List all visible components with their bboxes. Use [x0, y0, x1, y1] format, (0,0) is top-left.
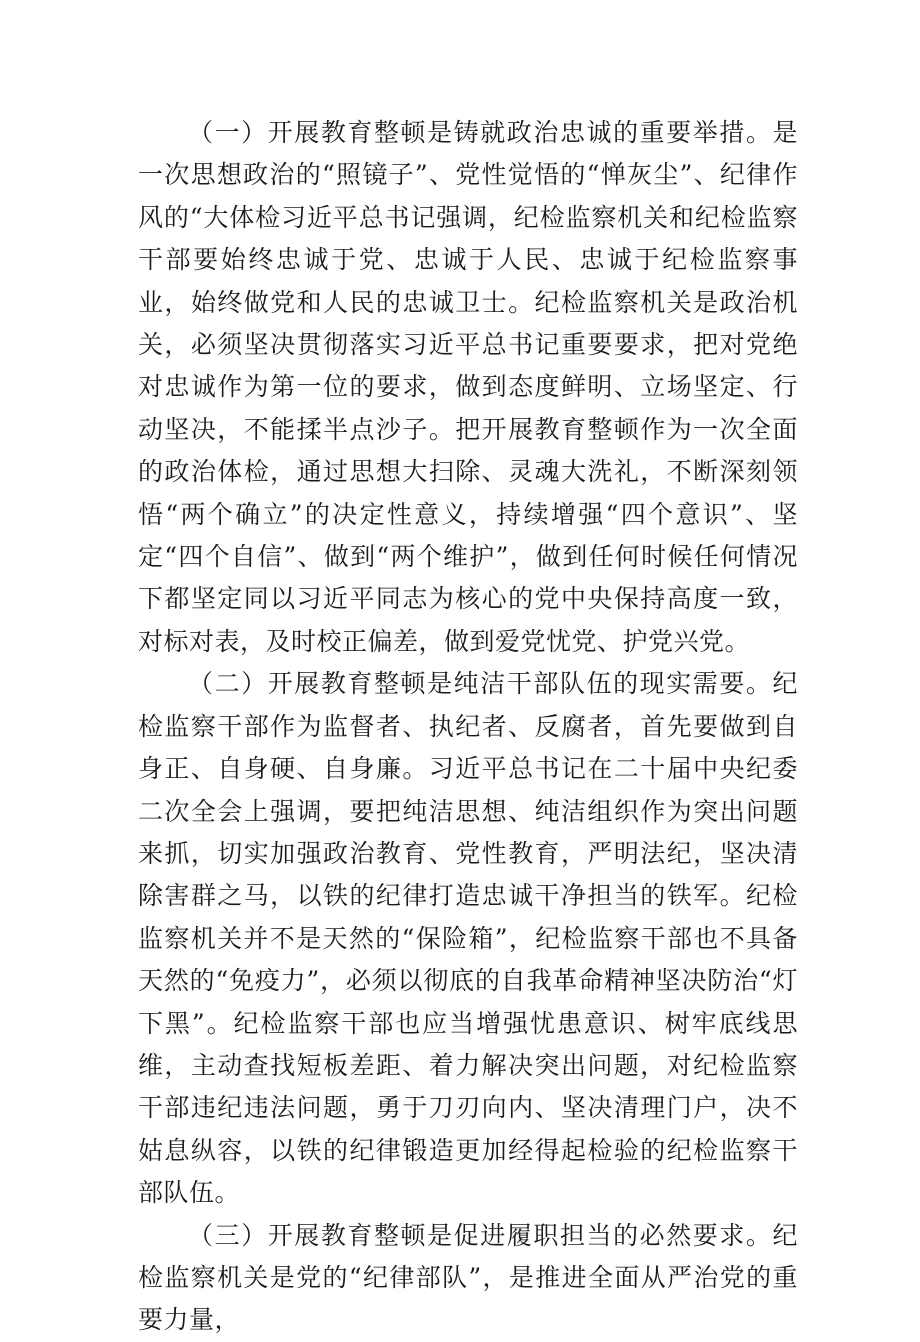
document-body — [138, 112, 798, 1342]
paragraph-3: （三）开展教育整顿是促进履职担当的必然要求。纪检监察机关是党的“纪律部队”，是推进全面从严治党的重要力量， — [138, 1220, 798, 1335]
paragraph-2: （二）开展教育整顿是纯洁干部队伍的现实需要。纪检监察干部作为监督者、执纪者、反腐者，首先要做到自身正、自身硬、自身廉。习近平总书记在二十届中央纪委二次全会上强调，要把纯洁思想、纯洁组织作为突出问题来抓，切实加强政治教育、党性教育，严明法纪，坚决清除害群之马，以铁的纪律打造忠诚干净担当的铁军。纪检监察机关并不是天然的“保险箱”，纪检监察干部也不具备天然的“免疫力”，必须以彻底的自我革命精神坚决防治“灯下黑”。纪检监察干部也应当增强忧患意识、树牢底线思维，主动查找短板差距、着力解决突出问题，对纪检监察干部违纪违法问题，勇于刀刃向内、坚决清理门户，决不姑息纵容，以铁的纪律锻造更加经得起检验的纪检监察干部队伍。 — [138, 669, 798, 1208]
paragraph-1: （一）开展教育整顿是铸就政治忠诚的重要举措。是一次思想政治的“照镜子”、党性觉悟的“惮灰尘”、纪律作风的“大体检习近平总书记强调，纪检监察机关和纪检监察干部要始终忠诚于党、忠诚于人民、忠诚于纪检监察事业，始终做党和人民的忠诚卫士。纪检监察机关是政治机关，必须坚决贯彻落实习近平总书记重要要求，把对党绝对忠诚作为第一位的要求，做到态度鲜明、立场坚定、行动坚决，不能揉半点沙子。把开展教育整顿作为一次全面的政治体检，通过思想大扫除、灵魂大洗礼，不断深刻领悟“两个确立”的决定性意义，持续增强“四个意识”、坚定“四个自信”、做到“两个维护”，做到任何时候任何情况下都坚定同以习近平同志为核心的党中央保持高度一致，对标对表，及时校正偏差，做到爱党忧党、护党兴党。 — [138, 118, 798, 656]
